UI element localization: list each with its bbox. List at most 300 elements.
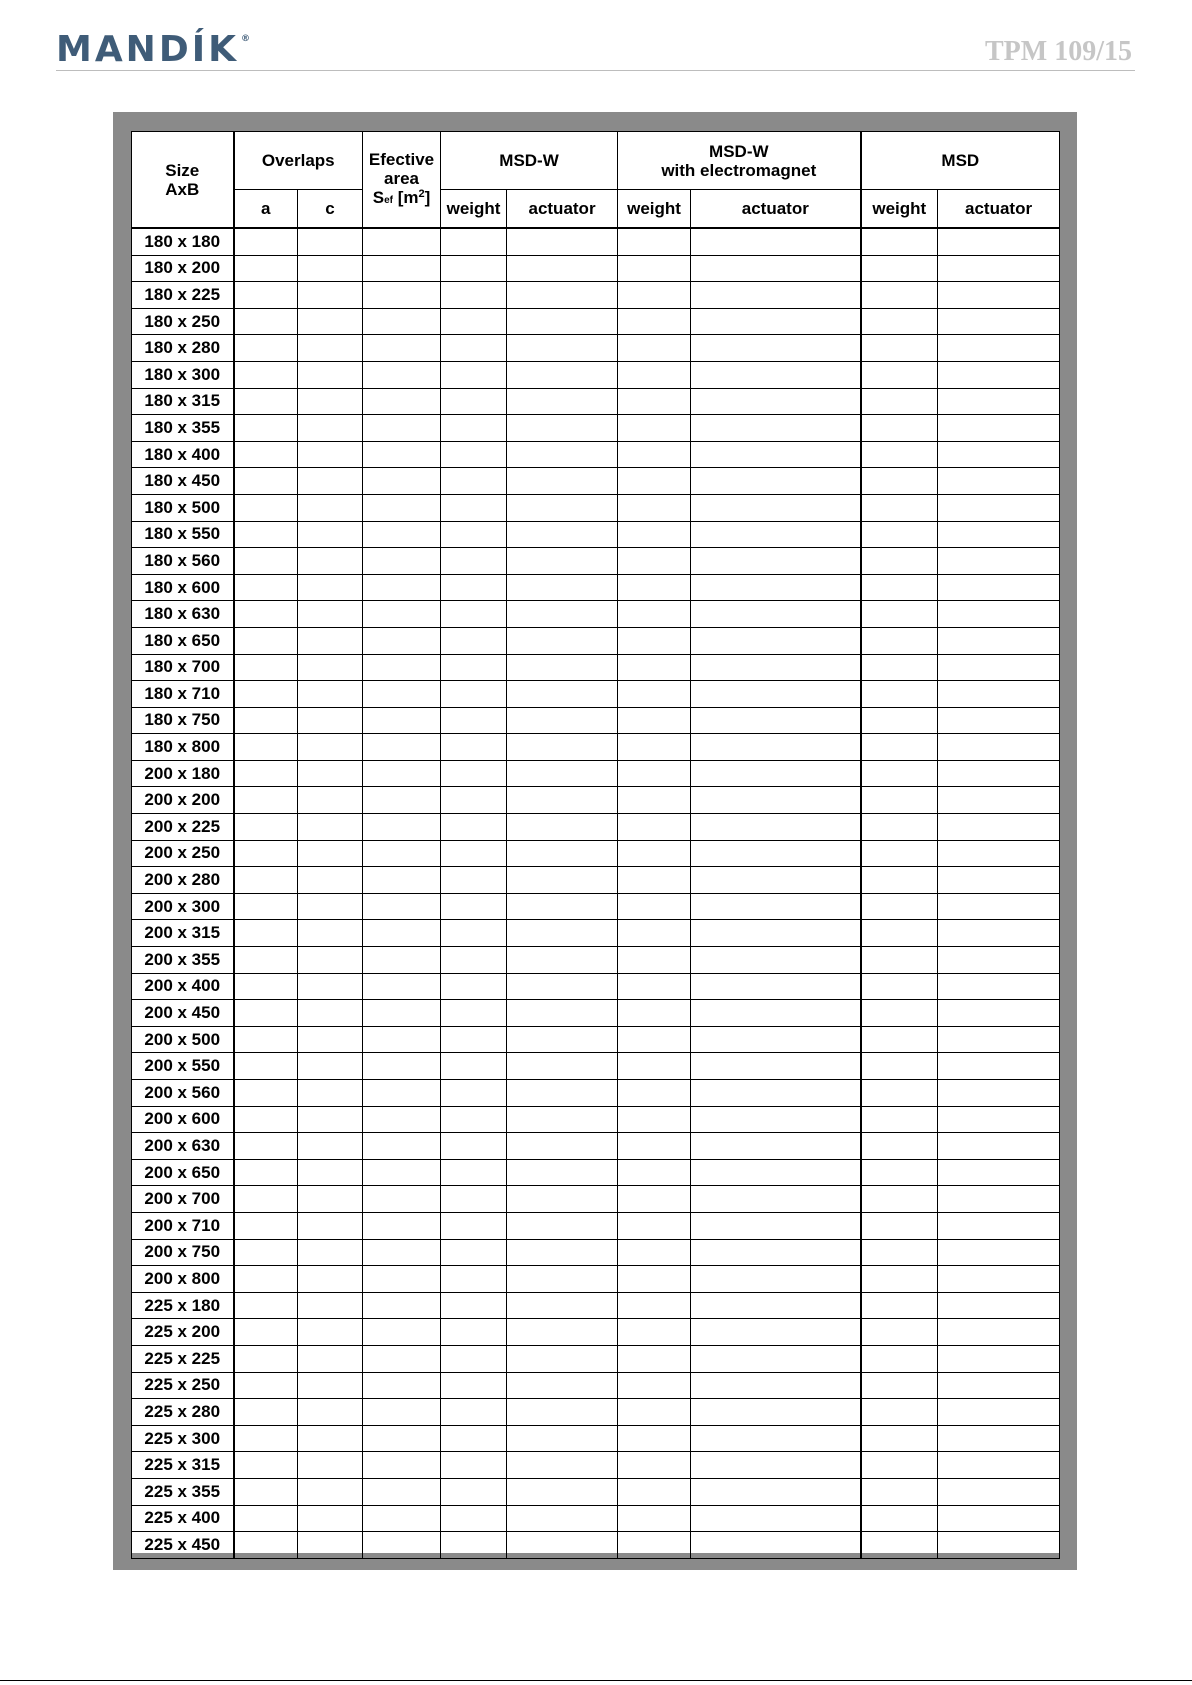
- msdwem-actuator-cell: [691, 760, 861, 787]
- msdwem-weight-cell: [618, 867, 691, 894]
- effective-area-cell: [363, 548, 441, 575]
- msdw-actuator-cell: [507, 601, 618, 628]
- overlap-c-cell: [298, 1505, 363, 1532]
- msd-weight-cell: [861, 1452, 938, 1479]
- table-row: [132, 1478, 1060, 1505]
- table-row: [132, 1425, 1060, 1452]
- msdw-weight-cell: [441, 282, 507, 309]
- msd-weight-cell: [861, 468, 938, 495]
- header-msd-w: MSD-W: [441, 132, 618, 190]
- effective-area-cell: [363, 1186, 441, 1213]
- overlap-c-cell: [298, 361, 363, 388]
- effective-area-cell: [363, 415, 441, 442]
- msdwem-actuator-cell: [691, 1452, 861, 1479]
- msd-actuator-cell: [938, 707, 1060, 734]
- overlap-a-cell: [234, 468, 298, 495]
- msd-actuator-cell: [938, 1000, 1060, 1027]
- effective-area-cell: [363, 1452, 441, 1479]
- table-row: [132, 947, 1060, 974]
- msd-actuator-cell: [938, 282, 1060, 309]
- overlap-c-cell: [298, 1399, 363, 1426]
- msd-weight-cell: [861, 760, 938, 787]
- msd-actuator-cell: [938, 494, 1060, 521]
- overlap-c-cell: [298, 574, 363, 601]
- msdw-actuator-cell: [507, 920, 618, 947]
- msdwem-actuator-cell: [691, 255, 861, 282]
- msdwem-weight-cell: [618, 308, 691, 335]
- overlap-c-cell: [298, 947, 363, 974]
- msd-actuator-cell: [938, 973, 1060, 1000]
- msdwem-weight-cell: [618, 973, 691, 1000]
- overlap-c-cell: [298, 1532, 363, 1559]
- size-cell: 180 x 800: [132, 734, 234, 761]
- msdw-actuator-cell: [507, 814, 618, 841]
- msdwem-weight-cell: [618, 1532, 691, 1559]
- overlap-c-cell: [298, 734, 363, 761]
- overlap-c-cell: [298, 255, 363, 282]
- msdw-weight-cell: [441, 787, 507, 814]
- msd-weight-cell: [861, 1266, 938, 1293]
- effective-area-cell: [363, 361, 441, 388]
- header-area-line3: [363, 188, 440, 210]
- effective-area-cell: [363, 1292, 441, 1319]
- msdwem-actuator-cell: [691, 468, 861, 495]
- msdw-weight-cell: [441, 1319, 507, 1346]
- size-cell: 180 x 355: [132, 415, 234, 442]
- table-row: [132, 1266, 1060, 1293]
- msdwem-actuator-cell: [691, 1053, 861, 1080]
- area-unit-open: [m: [392, 187, 419, 207]
- msd-weight-cell: [861, 1345, 938, 1372]
- msdwem-actuator-cell: [691, 441, 861, 468]
- msd-weight-cell: [861, 228, 938, 255]
- size-cell: 225 x 250: [132, 1372, 234, 1399]
- size-cell: 200 x 450: [132, 1000, 234, 1027]
- msdwem-actuator-cell: [691, 947, 861, 974]
- msdw-actuator-cell: [507, 1159, 618, 1186]
- msdw-weight-cell: [441, 335, 507, 362]
- msdw-actuator-cell: [507, 893, 618, 920]
- msdwem-weight-cell: [618, 814, 691, 841]
- overlap-a-cell: [234, 920, 298, 947]
- size-cell: 200 x 225: [132, 814, 234, 841]
- msd-actuator-cell: [938, 1292, 1060, 1319]
- msdwem-actuator-cell: [691, 308, 861, 335]
- msd-actuator-cell: [938, 548, 1060, 575]
- msd-actuator-cell: [938, 1133, 1060, 1160]
- overlap-c-cell: [298, 681, 363, 708]
- msd-weight-cell: [861, 707, 938, 734]
- size-cell: 200 x 355: [132, 947, 234, 974]
- msdw-actuator-cell: [507, 681, 618, 708]
- size-cell: 225 x 300: [132, 1425, 234, 1452]
- msd-actuator-cell: [938, 1345, 1060, 1372]
- overlap-c-cell: [298, 1425, 363, 1452]
- table-body: [132, 228, 1060, 1558]
- msdw-weight-cell: [441, 920, 507, 947]
- table-row: [132, 1345, 1060, 1372]
- header-msdwem-weight: weight: [618, 190, 691, 229]
- effective-area-cell: [363, 627, 441, 654]
- msdw-actuator-cell: [507, 308, 618, 335]
- msdwem-actuator-cell: [691, 1186, 861, 1213]
- page-bottom-rule: [0, 1680, 1192, 1681]
- overlap-a-cell: [234, 1000, 298, 1027]
- msd-weight-cell: [861, 1053, 938, 1080]
- msdw-weight-cell: [441, 1212, 507, 1239]
- msdwem-actuator-cell: [691, 415, 861, 442]
- size-cell: 200 x 630: [132, 1133, 234, 1160]
- size-cell: 225 x 400: [132, 1505, 234, 1532]
- msdwem-actuator-cell: [691, 388, 861, 415]
- header-msdw-actuator: actuator: [507, 190, 618, 229]
- overlap-c-cell: [298, 1133, 363, 1160]
- msdwem-weight-cell: [618, 1452, 691, 1479]
- msdw-weight-cell: [441, 1292, 507, 1319]
- overlap-c-cell: [298, 308, 363, 335]
- size-cell: 180 x 700: [132, 654, 234, 681]
- msdw-actuator-cell: [507, 361, 618, 388]
- msd-weight-cell: [861, 947, 938, 974]
- table-row: [132, 1159, 1060, 1186]
- overlap-c-cell: [298, 228, 363, 255]
- msd-actuator-cell: [938, 681, 1060, 708]
- msdwem-weight-cell: [618, 1212, 691, 1239]
- msdwem-weight-cell: [618, 787, 691, 814]
- effective-area-cell: [363, 494, 441, 521]
- msd-actuator-cell: [938, 867, 1060, 894]
- msdwem-actuator-cell: [691, 627, 861, 654]
- effective-area-cell: [363, 335, 441, 362]
- table-row: [132, 1319, 1060, 1346]
- overlap-a-cell: [234, 654, 298, 681]
- msdw-actuator-cell: [507, 1292, 618, 1319]
- msd-weight-cell: [861, 282, 938, 309]
- msdw-actuator-cell: [507, 335, 618, 362]
- msd-actuator-cell: [938, 893, 1060, 920]
- msdwem-weight-cell: [618, 1266, 691, 1293]
- msdwem-weight-cell: [618, 1425, 691, 1452]
- msdw-weight-cell: [441, 1372, 507, 1399]
- overlap-c-cell: [298, 787, 363, 814]
- effective-area-cell: [363, 920, 441, 947]
- size-cell: 200 x 550: [132, 1053, 234, 1080]
- effective-area-cell: [363, 1505, 441, 1532]
- msdw-actuator-cell: [507, 840, 618, 867]
- msdwem-actuator-cell: [691, 840, 861, 867]
- header-effective-area: [363, 132, 441, 229]
- msd-weight-cell: [861, 574, 938, 601]
- size-cell: 180 x 300: [132, 361, 234, 388]
- msdwem-weight-cell: [618, 468, 691, 495]
- msdw-weight-cell: [441, 627, 507, 654]
- overlap-a-cell: [234, 1505, 298, 1532]
- effective-area-cell: [363, 1319, 441, 1346]
- overlap-a-cell: [234, 814, 298, 841]
- overlap-a-cell: [234, 521, 298, 548]
- overlap-c-cell: [298, 1292, 363, 1319]
- msdw-weight-cell: [441, 734, 507, 761]
- effective-area-cell: [363, 707, 441, 734]
- table-row: [132, 361, 1060, 388]
- table-row: [132, 308, 1060, 335]
- registered-mark: ®: [241, 34, 250, 44]
- table-row: [132, 893, 1060, 920]
- overlap-c-cell: [298, 760, 363, 787]
- table-row: [132, 840, 1060, 867]
- msd-weight-cell: [861, 1505, 938, 1532]
- msdw-weight-cell: [441, 521, 507, 548]
- table-row: [132, 734, 1060, 761]
- msdwem-weight-cell: [618, 388, 691, 415]
- msdwem-actuator-cell: [691, 654, 861, 681]
- area-unit-close: ]: [424, 187, 431, 207]
- msd-weight-cell: [861, 973, 938, 1000]
- msd-actuator-cell: [938, 654, 1060, 681]
- table-row: [132, 574, 1060, 601]
- table-row: [132, 1053, 1060, 1080]
- msdwem-actuator-cell: [691, 1159, 861, 1186]
- msdwem-actuator-cell: [691, 574, 861, 601]
- table-row: [132, 601, 1060, 628]
- msdw-actuator-cell: [507, 1212, 618, 1239]
- msd-weight-cell: [861, 1319, 938, 1346]
- header-msd: MSD: [861, 132, 1060, 190]
- effective-area-cell: [363, 1053, 441, 1080]
- overlap-c-cell: [298, 548, 363, 575]
- table-row: [132, 1212, 1060, 1239]
- msdwem-weight-cell: [618, 1505, 691, 1532]
- header-divider: [56, 70, 1135, 71]
- size-cell: 180 x 450: [132, 468, 234, 495]
- overlap-a-cell: [234, 282, 298, 309]
- table-row: [132, 468, 1060, 495]
- msdwem-actuator-cell: [691, 335, 861, 362]
- table-row: [132, 1532, 1060, 1559]
- msdwem-actuator-cell: [691, 1266, 861, 1293]
- table-row: [132, 814, 1060, 841]
- overlap-a-cell: [234, 1186, 298, 1213]
- msdw-actuator-cell: [507, 867, 618, 894]
- msd-actuator-cell: [938, 760, 1060, 787]
- overlap-a-cell: [234, 1053, 298, 1080]
- overlap-c-cell: [298, 388, 363, 415]
- msdwem-weight-cell: [618, 1239, 691, 1266]
- msd-actuator-cell: [938, 1212, 1060, 1239]
- overlap-c-cell: [298, 335, 363, 362]
- msdw-weight-cell: [441, 681, 507, 708]
- msd-weight-cell: [861, 654, 938, 681]
- msd-actuator-cell: [938, 1399, 1060, 1426]
- msdw-weight-cell: [441, 1452, 507, 1479]
- msdw-weight-cell: [441, 1133, 507, 1160]
- msdw-actuator-cell: [507, 1399, 618, 1426]
- size-cell: 200 x 400: [132, 973, 234, 1000]
- header-area-line1: Efective: [368, 149, 435, 169]
- msdw-actuator-cell: [507, 1106, 618, 1133]
- size-cell: 225 x 450: [132, 1532, 234, 1559]
- table-row: [132, 1399, 1060, 1426]
- msdw-actuator-cell: [507, 947, 618, 974]
- overlap-c-cell: [298, 1186, 363, 1213]
- effective-area-cell: [363, 1133, 441, 1160]
- msd-actuator-cell: [938, 255, 1060, 282]
- msd-actuator-cell: [938, 468, 1060, 495]
- msdwem-weight-cell: [618, 1106, 691, 1133]
- msdw-actuator-cell: [507, 973, 618, 1000]
- effective-area-cell: [363, 282, 441, 309]
- msdw-weight-cell: [441, 1505, 507, 1532]
- msdwem-actuator-cell: [691, 361, 861, 388]
- msdw-actuator-cell: [507, 760, 618, 787]
- table-row: [132, 867, 1060, 894]
- overlap-a-cell: [234, 1080, 298, 1107]
- msd-actuator-cell: [938, 335, 1060, 362]
- msd-weight-cell: [861, 920, 938, 947]
- msdwem-weight-cell: [618, 627, 691, 654]
- msdw-weight-cell: [441, 1425, 507, 1452]
- effective-area-cell: [363, 468, 441, 495]
- size-cell: 180 x 710: [132, 681, 234, 708]
- msdwem-actuator-cell: [691, 1425, 861, 1452]
- msd-weight-cell: [861, 441, 938, 468]
- msdwem-actuator-cell: [691, 681, 861, 708]
- msd-actuator-cell: [938, 1505, 1060, 1532]
- msd-actuator-cell: [938, 521, 1060, 548]
- msd-weight-cell: [861, 388, 938, 415]
- overlap-a-cell: [234, 1319, 298, 1346]
- msdw-weight-cell: [441, 494, 507, 521]
- msdw-weight-cell: [441, 1080, 507, 1107]
- msdw-weight-cell: [441, 1106, 507, 1133]
- table-row: [132, 255, 1060, 282]
- msdw-weight-cell: [441, 760, 507, 787]
- overlap-c-cell: [298, 627, 363, 654]
- msd-weight-cell: [861, 734, 938, 761]
- overlap-c-cell: [298, 893, 363, 920]
- msdw-actuator-cell: [507, 1133, 618, 1160]
- size-cell: 225 x 200: [132, 1319, 234, 1346]
- msdwem-actuator-cell: [691, 707, 861, 734]
- size-cell: 200 x 710: [132, 1212, 234, 1239]
- msdw-weight-cell: [441, 548, 507, 575]
- msdw-actuator-cell: [507, 521, 618, 548]
- overlap-c-cell: [298, 415, 363, 442]
- msdwem-weight-cell: [618, 1345, 691, 1372]
- msdwem-weight-cell: [618, 1000, 691, 1027]
- area-superscript: 2: [418, 187, 425, 200]
- table-row: [132, 415, 1060, 442]
- msdw-actuator-cell: [507, 1505, 618, 1532]
- overlap-a-cell: [234, 1239, 298, 1266]
- msd-weight-cell: [861, 1133, 938, 1160]
- msdw-weight-cell: [441, 947, 507, 974]
- size-cell: 225 x 315: [132, 1452, 234, 1479]
- table-row: [132, 548, 1060, 575]
- msd-weight-cell: [861, 335, 938, 362]
- msdw-actuator-cell: [507, 1345, 618, 1372]
- msd-weight-cell: [861, 1292, 938, 1319]
- header-msd-w-electromagnet: [618, 132, 861, 190]
- size-cell: 180 x 630: [132, 601, 234, 628]
- msdw-weight-cell: [441, 255, 507, 282]
- msdw-weight-cell: [441, 893, 507, 920]
- overlap-c-cell: [298, 1026, 363, 1053]
- msdwem-weight-cell: [618, 707, 691, 734]
- overlap-a-cell: [234, 1345, 298, 1372]
- size-cell: 200 x 700: [132, 1186, 234, 1213]
- size-cell: 180 x 225: [132, 282, 234, 309]
- overlap-c-cell: [298, 1106, 363, 1133]
- header-msdwem-actuator: actuator: [691, 190, 861, 229]
- effective-area-cell: [363, 1478, 441, 1505]
- msd-weight-cell: [861, 1080, 938, 1107]
- msd-actuator-cell: [938, 1425, 1060, 1452]
- msdwem-weight-cell: [618, 282, 691, 309]
- effective-area-cell: [363, 947, 441, 974]
- overlap-a-cell: [234, 1532, 298, 1559]
- overlap-a-cell: [234, 1292, 298, 1319]
- size-cell: 200 x 800: [132, 1266, 234, 1293]
- msdw-actuator-cell: [507, 1372, 618, 1399]
- msd-weight-cell: [861, 1372, 938, 1399]
- overlap-a-cell: [234, 893, 298, 920]
- overlap-a-cell: [234, 1478, 298, 1505]
- overlap-a-cell: [234, 947, 298, 974]
- msd-weight-cell: [861, 787, 938, 814]
- effective-area-cell: [363, 1345, 441, 1372]
- msd-weight-cell: [861, 1212, 938, 1239]
- effective-area-cell: [363, 973, 441, 1000]
- size-cell: 200 x 500: [132, 1026, 234, 1053]
- msdw-weight-cell: [441, 468, 507, 495]
- msdw-weight-cell: [441, 1053, 507, 1080]
- size-cell: 200 x 750: [132, 1239, 234, 1266]
- overlap-c-cell: [298, 468, 363, 495]
- overlap-c-cell: [298, 1159, 363, 1186]
- size-cell: 225 x 225: [132, 1345, 234, 1372]
- msdw-actuator-cell: [507, 1026, 618, 1053]
- msdwem-weight-cell: [618, 1399, 691, 1426]
- size-cell: 180 x 650: [132, 627, 234, 654]
- overlap-a-cell: [234, 707, 298, 734]
- size-cell: 180 x 200: [132, 255, 234, 282]
- header-msd-weight: weight: [861, 190, 938, 229]
- overlap-a-cell: [234, 494, 298, 521]
- msd-weight-cell: [861, 867, 938, 894]
- msdwem-weight-cell: [618, 760, 691, 787]
- overlap-c-cell: [298, 920, 363, 947]
- msd-weight-cell: [861, 361, 938, 388]
- effective-area-cell: [363, 601, 441, 628]
- overlap-a-cell: [234, 308, 298, 335]
- overlap-a-cell: [234, 1425, 298, 1452]
- msdw-weight-cell: [441, 1399, 507, 1426]
- msd-actuator-cell: [938, 1319, 1060, 1346]
- size-cell: 180 x 560: [132, 548, 234, 575]
- msdw-actuator-cell: [507, 415, 618, 442]
- msdwem-weight-cell: [618, 654, 691, 681]
- msdwem-actuator-cell: [691, 1532, 861, 1559]
- msdwem-weight-cell: [618, 255, 691, 282]
- table-sheet: [131, 131, 1059, 1553]
- overlap-a-cell: [234, 228, 298, 255]
- header-size-line1: Size: [165, 160, 200, 180]
- effective-area-cell: [363, 521, 441, 548]
- msdw-actuator-cell: [507, 228, 618, 255]
- table-row: [132, 1000, 1060, 1027]
- msdwem-actuator-cell: [691, 1399, 861, 1426]
